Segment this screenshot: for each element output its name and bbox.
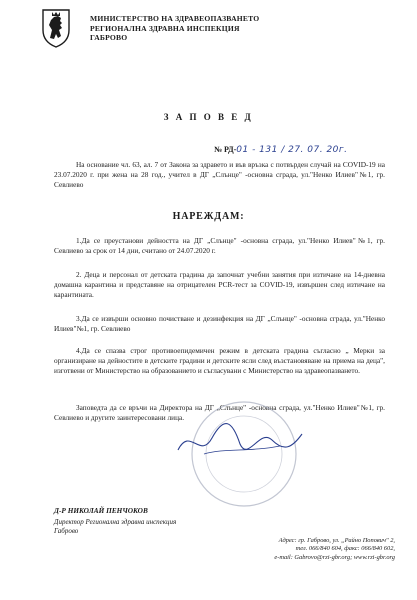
signatory-role [54,518,176,536]
closing-paragraph: Заповедта да се връчи на Директора на ДГ „Слънце" -основна сграда, ул."Ненко Илиев"№1, гр. Севлиево и другите заинтересовани лица. [54,403,385,422]
order-item-4: 4.Да се спазва строг противоепидемичен режим в детската градина съгласно „ Мерки за организиране на дейностите в детските градини и детските ясли след възстановяване на приема на деца", изготвени от Министерство на образованието и съгласувани с Министерство на здравеопазването. [54,346,385,375]
footer-contact [150,537,395,562]
handwritten-signature [168,408,308,468]
document-title: З А П О В Е Д [163,112,254,122]
org-inspection: РЕГИОНАЛНА ЗДРАВНА ИНСПЕКЦИЯ [90,23,240,33]
organization-header [90,14,259,43]
document-number-handwritten: 01 - 131 / 27. 07. 20г. [236,145,348,155]
org-ministry: МИНИСТЕРСТВО НА ЗДРАВЕОПАЗВАНЕТО [90,14,260,23]
order-heading: НАРЕЖДАМ: [172,211,245,222]
document-number-prefix: № РД- [214,145,237,154]
footer-email-web: e-mail: Gabrovo@rzi-gbr.org; www.rzi-gbr.org [274,553,395,561]
order-item-3: 3.Да се извърши основно почистване и дезинфекция на ДГ „Слънце" -основна сграда, ул."Ненко Илиев"№1, гр. Севлиево [54,314,385,333]
order-item-1: 1.Да се преустанови дейността на ДГ „Слънце" -основна сграда, ул."Ненко Илиев"№1, гр. Севлиево за срок от 14 дни, считано от 24.07.2020 г. [54,236,385,255]
footer-phone-fax: тел. 066/840 604, факс: 066/840 602, [295,545,395,553]
signatory-role-city: Габрово [54,527,79,535]
order-item-2: 2. Деца и персонал от детската градина да започнат учебни занятия при изтичане на 14-дневна домашна карантина и представяне на отрицателен PCR-тест за COVID-19, извършен след изтичане на карантината. [54,270,385,299]
signatory-role-title: Директор Регионална здравна инспекция [54,518,177,526]
signatory-name: Д-Р НИКОЛАЙ ПЕНЧОКОВ [54,506,148,515]
coat-of-arms-lion-icon [40,8,72,48]
org-city: ГАБРОВО [90,33,128,43]
footer-address: Адрес: гр. Габрово, ул. „Райно Попович" 2, [278,537,395,544]
preamble-paragraph: На основание чл. 63, ал. 7 от Закона за здравето и във връзка с потвърден случай на COVID-19 на 23.07.2020 г. при жена на 28 год., учител в ДГ „Слънце" -основна сграда, ул."Ненко Илиев"№1, гр. Севлиево [54,160,385,189]
document-number [214,145,348,155]
